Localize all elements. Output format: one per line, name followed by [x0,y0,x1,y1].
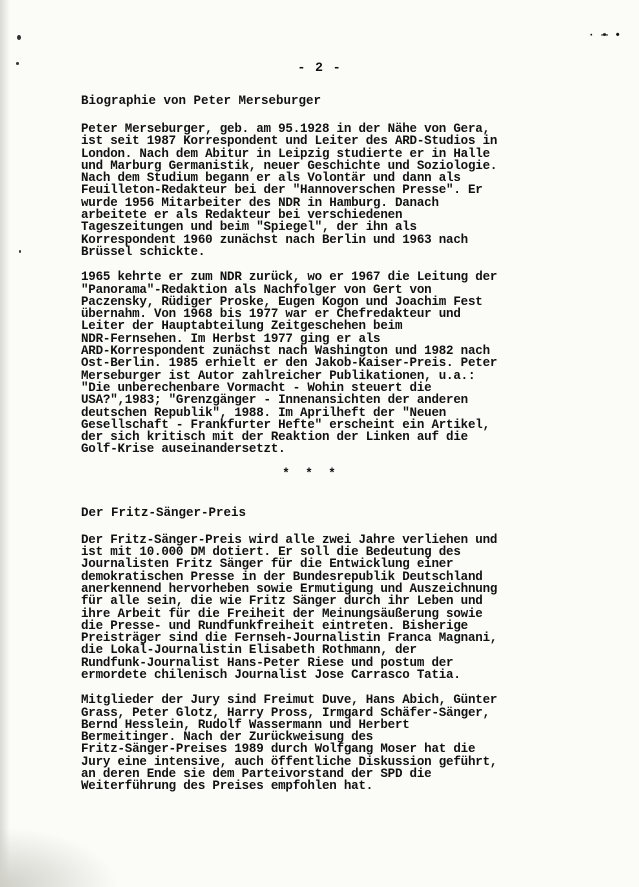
prize-heading: Der Fritz-Sänger-Preis [81,505,247,520]
page-number: - 2 - [297,60,342,75]
section-separator: * * * [282,466,340,481]
document-body [81,94,501,793]
bio-heading: Biographie von Peter Merseburger [81,94,322,108]
prize-paragraph-2: Mitglieder der Jury sind Freimut Duve, Hans Abich, Günter Grass, Peter Glotz, Harry Pross, Irmgard Schäfer-Sänger, Bernd Hesslein, Rudolf Wassermann und Herbert Bermeitinger. Nach der Zurückweisung des Fritz-Sänger-Preises 1989 durch Wolfgang Moser hat die Jury eine intensive, auch öffentliche Diskussion geführt, an deren Ende sie dem Parteivorstand der SPD die Weiterführung des Preises empfohlen hat. [81,693,498,794]
scan-shadow-left [0,0,10,887]
scan-speck [19,250,21,253]
corner-mark: · — • [588,30,622,42]
bio-paragraph-1: Peter Merseburger, geb. am 95.1928 in der Nähe von Gera, ist seit 1987 Korrespondent und Leiter des ARD-Studios in London. Nach dem Abitur in Leipzig studierte er in Halle und Marburg Germanistik, neuer Geschichte und Soziologie. Nach dem Studium begann er als Volontär und dann als Feuilleton-Redakteur bei der "Hannoverschen Presse". Er wurde 1956 Mitarbeiter des NDR in Hamburg. Danach arbeitete er als Redakteur bei verschiedenen Tageszeitungen und beim "Spiegel", der ihn als Korrespondent 1960 zunächst nach Berlin und 1963 nach Brüssel schickte. [81,122,498,259]
bio-paragraph-2: 1965 kehrte er zum NDR zurück, wo er 1967 die Leitung der "Panorama"-Redaktion als Nachfolger von Gert von Paczensky, Rüdiger Proske, Eugen Kogon und Joachim Fest übernahm. Von 1968 bis 1977 war er Chefredakteur und Leiter der Hauptabteilung Zeitgeschehen beim NDR-Fernsehen. Im Herbst 1977 ging er als ARD-Korrespondent zunächst nach Washington und 1982 nach Ost-Berlin. 1985 erhielt er den Jakob-Kaiser-Preis. Peter Merseburger ist Autor zahlreicher Publikationen, u.a.: "Die unberechenbare Vormacht - Wohin steuert die USA?",1983; "Grenzgänger - Innenansichten der anderen deutschen Republik", 1988. Im Aprilheft der "Neuen Gesellschaft - Frankfurter Hefte" erscheint ein Artikel, der sich kritisch mit der Reaktion der Linken auf die Golf-Krise auseinandersetzt. [81,270,498,457]
prize-paragraph-1: Der Fritz-Sänger-Preis wird alle zwei Jahre verliehen und ist mit 10.000 DM dotiert. Er soll die Bedeutung des Journalisten Fritz Sänger für die Entwicklung einer demokratischen Presse in der Bundesrepublik Deutschland anerkennend hervorheben sowie Ermutigung und Auszeichnung für alle sein, die wie Fritz Sänger durch ihr Leben und ihre Arbeit für die Freiheit der Meinungsäußerung sowie die Presse- und Rundfunkfreiheit eintreten. Bisherige Preisträger sind die Fernseh-Journalistin Franca Magnani, die Lokal-Journalistin Elisabeth Rothmann, der Rundfunk-Journalist Hans-Peter Riese und postum der ermordete chilenisch Journalist Jose Carrasco Tatia. [81,532,498,682]
scan-speck [17,35,21,40]
scan-shadow-bottom [0,827,120,887]
